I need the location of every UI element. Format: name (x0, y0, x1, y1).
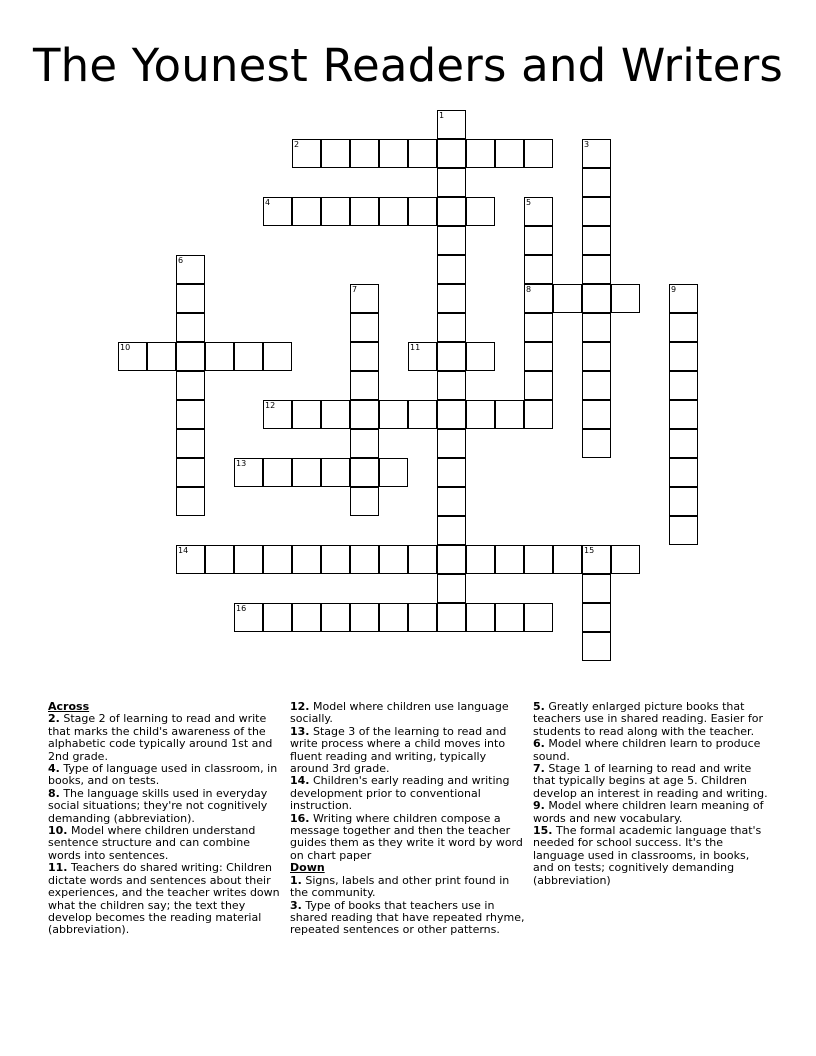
grid-cell[interactable] (350, 313, 379, 342)
clue-number: 2 (294, 140, 300, 149)
grid-cell[interactable] (582, 342, 611, 371)
grid-cell[interactable] (582, 574, 611, 603)
grid-cell[interactable] (553, 284, 582, 313)
grid-cell[interactable] (437, 516, 466, 545)
grid-cell[interactable] (582, 429, 611, 458)
clue-number: 14 (178, 546, 189, 555)
grid-cell[interactable] (669, 429, 698, 458)
grid-cell[interactable] (292, 197, 321, 226)
grid-cell[interactable] (379, 139, 408, 168)
grid-cell[interactable] (524, 603, 553, 632)
grid-cell[interactable] (379, 458, 408, 487)
grid-cell[interactable] (495, 139, 524, 168)
grid-cell[interactable] (350, 342, 379, 371)
grid-cell[interactable] (524, 226, 553, 255)
down-clue (533, 800, 769, 825)
grid-cell[interactable] (669, 371, 698, 400)
down-clues-list-continued (533, 701, 769, 887)
grid-cell[interactable] (321, 603, 350, 632)
grid-cell[interactable] (466, 342, 495, 371)
clue-text: Children's early reading and writing development prior to conventional instruction. (290, 774, 510, 813)
grid-cell[interactable] (350, 139, 379, 168)
grid-cell[interactable] (379, 603, 408, 632)
clue-text: Signs, labels and other print found in the community. (290, 873, 510, 900)
grid-cell[interactable] (437, 342, 466, 371)
grid-cell[interactable] (669, 400, 698, 429)
grid-cell[interactable] (263, 458, 292, 487)
grid-cell[interactable] (524, 342, 553, 371)
clue-text: Model where children learn meaning of words and new vocabulary. (533, 799, 764, 825)
grid-cell[interactable] (408, 603, 437, 632)
grid-cell[interactable] (466, 603, 495, 632)
clue-text: Stage 3 of the learning to read and write process where a child moves into fluent reading and writing, typically around 3rd grade. (290, 724, 507, 776)
grid-cell[interactable] (437, 139, 466, 168)
grid-cell[interactable] (582, 255, 611, 284)
grid-cell[interactable] (437, 168, 466, 197)
grid-cell[interactable] (350, 429, 379, 458)
grid-cell[interactable] (437, 458, 466, 487)
grid-cell[interactable] (321, 458, 350, 487)
grid-cell[interactable] (437, 313, 466, 342)
clue-number-label: 11. (48, 861, 68, 875)
grid-cell[interactable] (350, 458, 379, 487)
grid-cell[interactable] (669, 487, 698, 516)
grid-cell[interactable] (321, 139, 350, 168)
clue-text: Stage 2 of learning to read and write that marks the child's awareness of the alphabetic code typically around 1st and 2nd grade. (48, 712, 273, 763)
clue-number-label: 2. (48, 712, 60, 726)
grid-cell[interactable] (176, 487, 205, 516)
grid-cell[interactable] (524, 400, 553, 429)
grid-cell[interactable] (582, 284, 611, 313)
across-clue (290, 775, 526, 812)
clue-text: The formal academic language that's needed for school success. It's the language used in classrooms, in books, and on tests; cognitively demanding (abbreviation) (533, 824, 762, 887)
across-clues-list-continued (290, 701, 526, 862)
grid-cell[interactable] (205, 545, 234, 574)
grid-cell[interactable] (495, 400, 524, 429)
clue-text: Writing where children compose a message together and then the teacher guides them as they write it word by word on chart paper (290, 811, 523, 862)
grid-cell[interactable] (176, 284, 205, 313)
across-clue (290, 813, 526, 863)
clue-number: 4 (265, 198, 271, 207)
clue-text: The language skills used in everyday social situations; they're not cognitively demanding (abbreviation). (48, 786, 268, 825)
clues-column-1 (48, 701, 284, 937)
grid-cell[interactable] (321, 545, 350, 574)
grid-cell[interactable] (582, 197, 611, 226)
puzzle-title: The Younest Readers and Writers (32, 39, 784, 92)
across-clue (48, 713, 284, 763)
grid-cell[interactable] (350, 197, 379, 226)
across-clue (48, 763, 284, 788)
grid-cell[interactable] (292, 400, 321, 429)
grid-cell[interactable] (321, 197, 350, 226)
grid-cell[interactable] (466, 400, 495, 429)
clue-number-label: 16. (290, 811, 310, 825)
grid-cell[interactable] (176, 429, 205, 458)
down-clue (290, 900, 526, 937)
grid-cell[interactable] (553, 545, 582, 574)
clue-number: 5 (526, 198, 532, 207)
down-clue (533, 701, 769, 738)
clues-column-3 (533, 701, 769, 887)
grid-cell[interactable] (437, 487, 466, 516)
clues-column-2 (290, 701, 526, 937)
clue-number-label: 5. (533, 700, 545, 713)
grid-cell[interactable] (408, 400, 437, 429)
grid-cell[interactable] (524, 139, 553, 168)
clue-text: Model where children understand sentence structure and can combine words into sentences. (48, 824, 256, 862)
clue-text: Model where children learn to produce sound. (533, 737, 761, 763)
grid-cell[interactable] (582, 632, 611, 661)
clue-number: 3 (584, 140, 590, 149)
grid-cell[interactable] (350, 400, 379, 429)
grid-cell[interactable] (379, 545, 408, 574)
grid-cell[interactable] (466, 197, 495, 226)
grid-cell[interactable] (437, 545, 466, 574)
grid-cell[interactable] (437, 226, 466, 255)
across-clue (290, 701, 526, 726)
grid-cell[interactable] (292, 458, 321, 487)
clue-number: 11 (410, 343, 421, 352)
grid-cell[interactable] (176, 342, 205, 371)
clue-number: 13 (236, 459, 247, 468)
clue-number: 10 (120, 343, 131, 352)
grid-cell[interactable] (350, 371, 379, 400)
clue-number-label: 1. (290, 873, 302, 887)
clue-number: 12 (265, 401, 276, 410)
grid-cell[interactable] (350, 603, 379, 632)
clue-number-label: 3. (290, 898, 302, 912)
grid-cell[interactable] (495, 545, 524, 574)
across-clues-list (48, 713, 284, 936)
grid-cell[interactable] (437, 603, 466, 632)
grid-cell[interactable] (350, 487, 379, 516)
grid-cell[interactable] (292, 545, 321, 574)
across-heading: Across (48, 700, 90, 713)
grid-cell[interactable] (234, 545, 263, 574)
clue-number-label: 7. (533, 762, 545, 776)
clue-number: 8 (526, 285, 532, 294)
clue-text: Stage 1 of learning to read and write that typically begins at age 5. Children develop an interest in reading and writing. (533, 762, 768, 800)
down-clue (290, 875, 526, 900)
grid-cell[interactable] (263, 603, 292, 632)
down-clues-list (290, 875, 526, 937)
grid-cell[interactable] (350, 545, 379, 574)
grid-cell[interactable] (379, 400, 408, 429)
grid-cell[interactable] (263, 342, 292, 371)
across-clue (48, 788, 284, 825)
grid-cell[interactable] (176, 458, 205, 487)
grid-cell[interactable] (669, 458, 698, 487)
grid-cell[interactable] (176, 371, 205, 400)
grid-cell[interactable] (176, 313, 205, 342)
clue-text: Model where children use language socially. (290, 700, 509, 726)
across-clue (290, 726, 526, 776)
grid-cell[interactable] (669, 313, 698, 342)
clue-number-label: 8. (48, 786, 60, 800)
grid-cell[interactable] (524, 255, 553, 284)
clue-number-label: 15. (533, 824, 553, 838)
grid-cell[interactable] (524, 371, 553, 400)
grid-cell[interactable] (379, 197, 408, 226)
clue-number-label: 9. (533, 799, 545, 813)
clue-number-label: 13. (290, 724, 310, 738)
grid-cell[interactable] (321, 400, 350, 429)
grid-cell[interactable] (466, 545, 495, 574)
grid-cell[interactable] (582, 371, 611, 400)
clue-number: 9 (671, 285, 677, 294)
grid-cell[interactable] (437, 574, 466, 603)
grid-cell[interactable] (466, 139, 495, 168)
grid-cell[interactable] (669, 342, 698, 371)
grid-cell[interactable] (408, 545, 437, 574)
grid-cell[interactable] (437, 284, 466, 313)
across-clue (48, 862, 284, 936)
grid-cell[interactable] (611, 545, 640, 574)
clue-number: 16 (236, 604, 247, 613)
grid-cell[interactable] (524, 313, 553, 342)
clue-number-label: 4. (48, 762, 60, 776)
grid-cell[interactable] (437, 255, 466, 284)
grid-cell[interactable] (263, 545, 292, 574)
grid-cell[interactable] (669, 516, 698, 545)
clue-text: Teachers do shared writing: Children dictate words and sentences about their experiences, and the teacher writes down what the children say; the text they develop becomes the reading material (abbreviation). (48, 861, 280, 937)
clue-number-label: 12. (290, 700, 310, 713)
grid-cell[interactable] (205, 342, 234, 371)
across-clue (48, 825, 284, 862)
grid-cell[interactable] (495, 603, 524, 632)
grid-cell[interactable] (176, 400, 205, 429)
down-clue (533, 825, 769, 887)
clue-number: 15 (584, 546, 595, 555)
grid-cell[interactable] (437, 371, 466, 400)
grid-cell[interactable] (582, 226, 611, 255)
clue-text: Greatly enlarged picture books that teachers use in shared reading. Easier for students to read along with the teacher. (533, 700, 763, 738)
clue-text: Type of books that teachers use in shared reading that have repeated rhyme, repeated sentences or other patterns. (290, 898, 525, 937)
grid-cell[interactable] (437, 197, 466, 226)
grid-cell[interactable] (408, 139, 437, 168)
grid-cell[interactable] (408, 197, 437, 226)
clue-number-label: 6. (533, 737, 545, 751)
grid-cell[interactable] (524, 545, 553, 574)
grid-cell[interactable] (582, 313, 611, 342)
grid-cell[interactable] (437, 429, 466, 458)
clue-number: 1 (439, 111, 445, 120)
down-clue (533, 763, 769, 800)
grid-cell[interactable] (582, 168, 611, 197)
down-clue (533, 738, 769, 763)
clue-number-label: 10. (48, 824, 68, 838)
clue-number-label: 14. (290, 774, 310, 788)
grid-cell[interactable] (582, 400, 611, 429)
down-heading: Down (290, 861, 325, 875)
grid-cell[interactable] (292, 603, 321, 632)
grid-cell[interactable] (582, 603, 611, 632)
clue-text: Type of language used in classroom, in books, and on tests. (48, 762, 278, 788)
grid-cell[interactable] (147, 342, 176, 371)
clue-number: 6 (178, 256, 184, 265)
clue-number: 7 (352, 285, 358, 294)
grid-cell[interactable] (234, 342, 263, 371)
grid-cell[interactable] (611, 284, 640, 313)
grid-cell[interactable] (437, 400, 466, 429)
